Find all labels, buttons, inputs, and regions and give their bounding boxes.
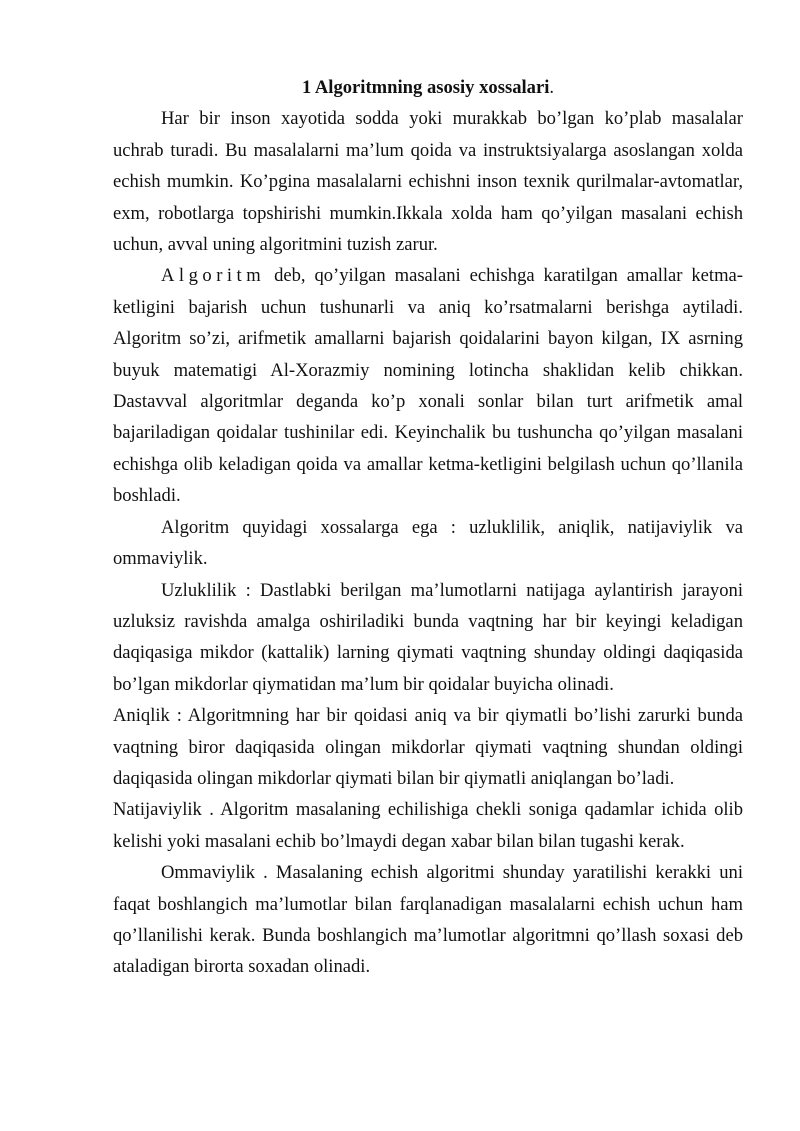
page-title [113, 72, 743, 103]
paragraph-algorithm-definition [113, 260, 743, 511]
title-text: 1 Algoritmning asosiy xossalari [301, 77, 550, 98]
algorithm-term: Algoritm [161, 265, 266, 287]
paragraph-uzluklilik: Uzluklilik : Dastlabki berilgan ma’lumotlarni natijaga aylantirish jarayoni uzluksiz ravishda amalga oshiriladiki bunda vaqtning har bir keyingi keladigan daqiqasiga mikdor (kattalik) larning qiymati vaqtning shunday oldingi daqiqasida bo’lgan mikdorlar qiymatidan ma’lum bir qoidalar buyicha olinadi. [113, 579, 743, 695]
paragraph-ommaviylik: Ommaviylik . Masalaning echish algoritmi shunday yaratilishi kerakki uni faqat boshlangich ma’lumotlar bilan farqlanadigan masalalarni echish uchun ham qo’llanilishi kerak. Bunda boshlangich ma’lumotlar algoritmni qo’llash soxasi deb ataladigan birorta soxadan olinadi. [113, 862, 743, 978]
document-page [113, 72, 743, 983]
paragraph-natijaviylik: Natijaviylik . Algoritm masalaning echilishiga chekli soniga qadamlar ichida olib kelishi yoki masalani echib bo’lmaydi degan xabar bilan bilan tugashi kerak. [113, 799, 743, 852]
algorithm-definition-text: deb, qo’yilgan masalani echishga karatilgan amallar ketma-ketligini bajarish uchun tushunarli va aniq ko’rsatmalarni berishga aytiladi. Algoritm so’zi, arifmetik amallarni bajarish qoidalarini bayon kilgan, IX asrning buyuk matematigi Al-Xorazmiy nomining lotincha shaklidan kelib chikkan. Dastavval algoritmlar deganda ko’p xonali sonlar bilan turt arifmetik amal bajariladigan qoidalar tushinilar edi. Keyinchalik bu tushuncha qo’yilgan masalani echishga olib keladigan qoida va amallar ketma-ketligini belgilash uchun qo’llanila boshladi. [113, 265, 743, 507]
title-period: . [549, 77, 555, 98]
paragraph-properties-list: Algoritm quyidagi xossalarga ega : uzluklilik, aniqlik, natijaviylik va ommaviylik. [113, 516, 743, 570]
paragraph-aniqlik: Aniqlik : Algoritmning har bir qoidasi aniq va bir qiymatli bo’lishi zarurki bunda vaqtning biror daqiqasida olingan mikdorlar qiymati vaqtning shundan oldingi daqiqasida olingan mikdorlar qiymati bilan bir qiymatli aniqlangan bo’ladi. [113, 705, 743, 789]
paragraph-intro: Har bir inson xayotida sodda yoki murakkab bo’lgan ko’plab masalalar uchrab turadi. Bu masalalarni ma’lum qoida va instruktsiyalarga asoslangan xolda echish mumkin. Ko’pgina masalalarni echishni inson texnik qurilmalar-avtomatlar, exm, robotlarga topshirishi mumkin.Ikkala xolda ham qo’yilgan masalani echish uchun, avval uning algoritmini tuzish zarur. [113, 108, 743, 256]
